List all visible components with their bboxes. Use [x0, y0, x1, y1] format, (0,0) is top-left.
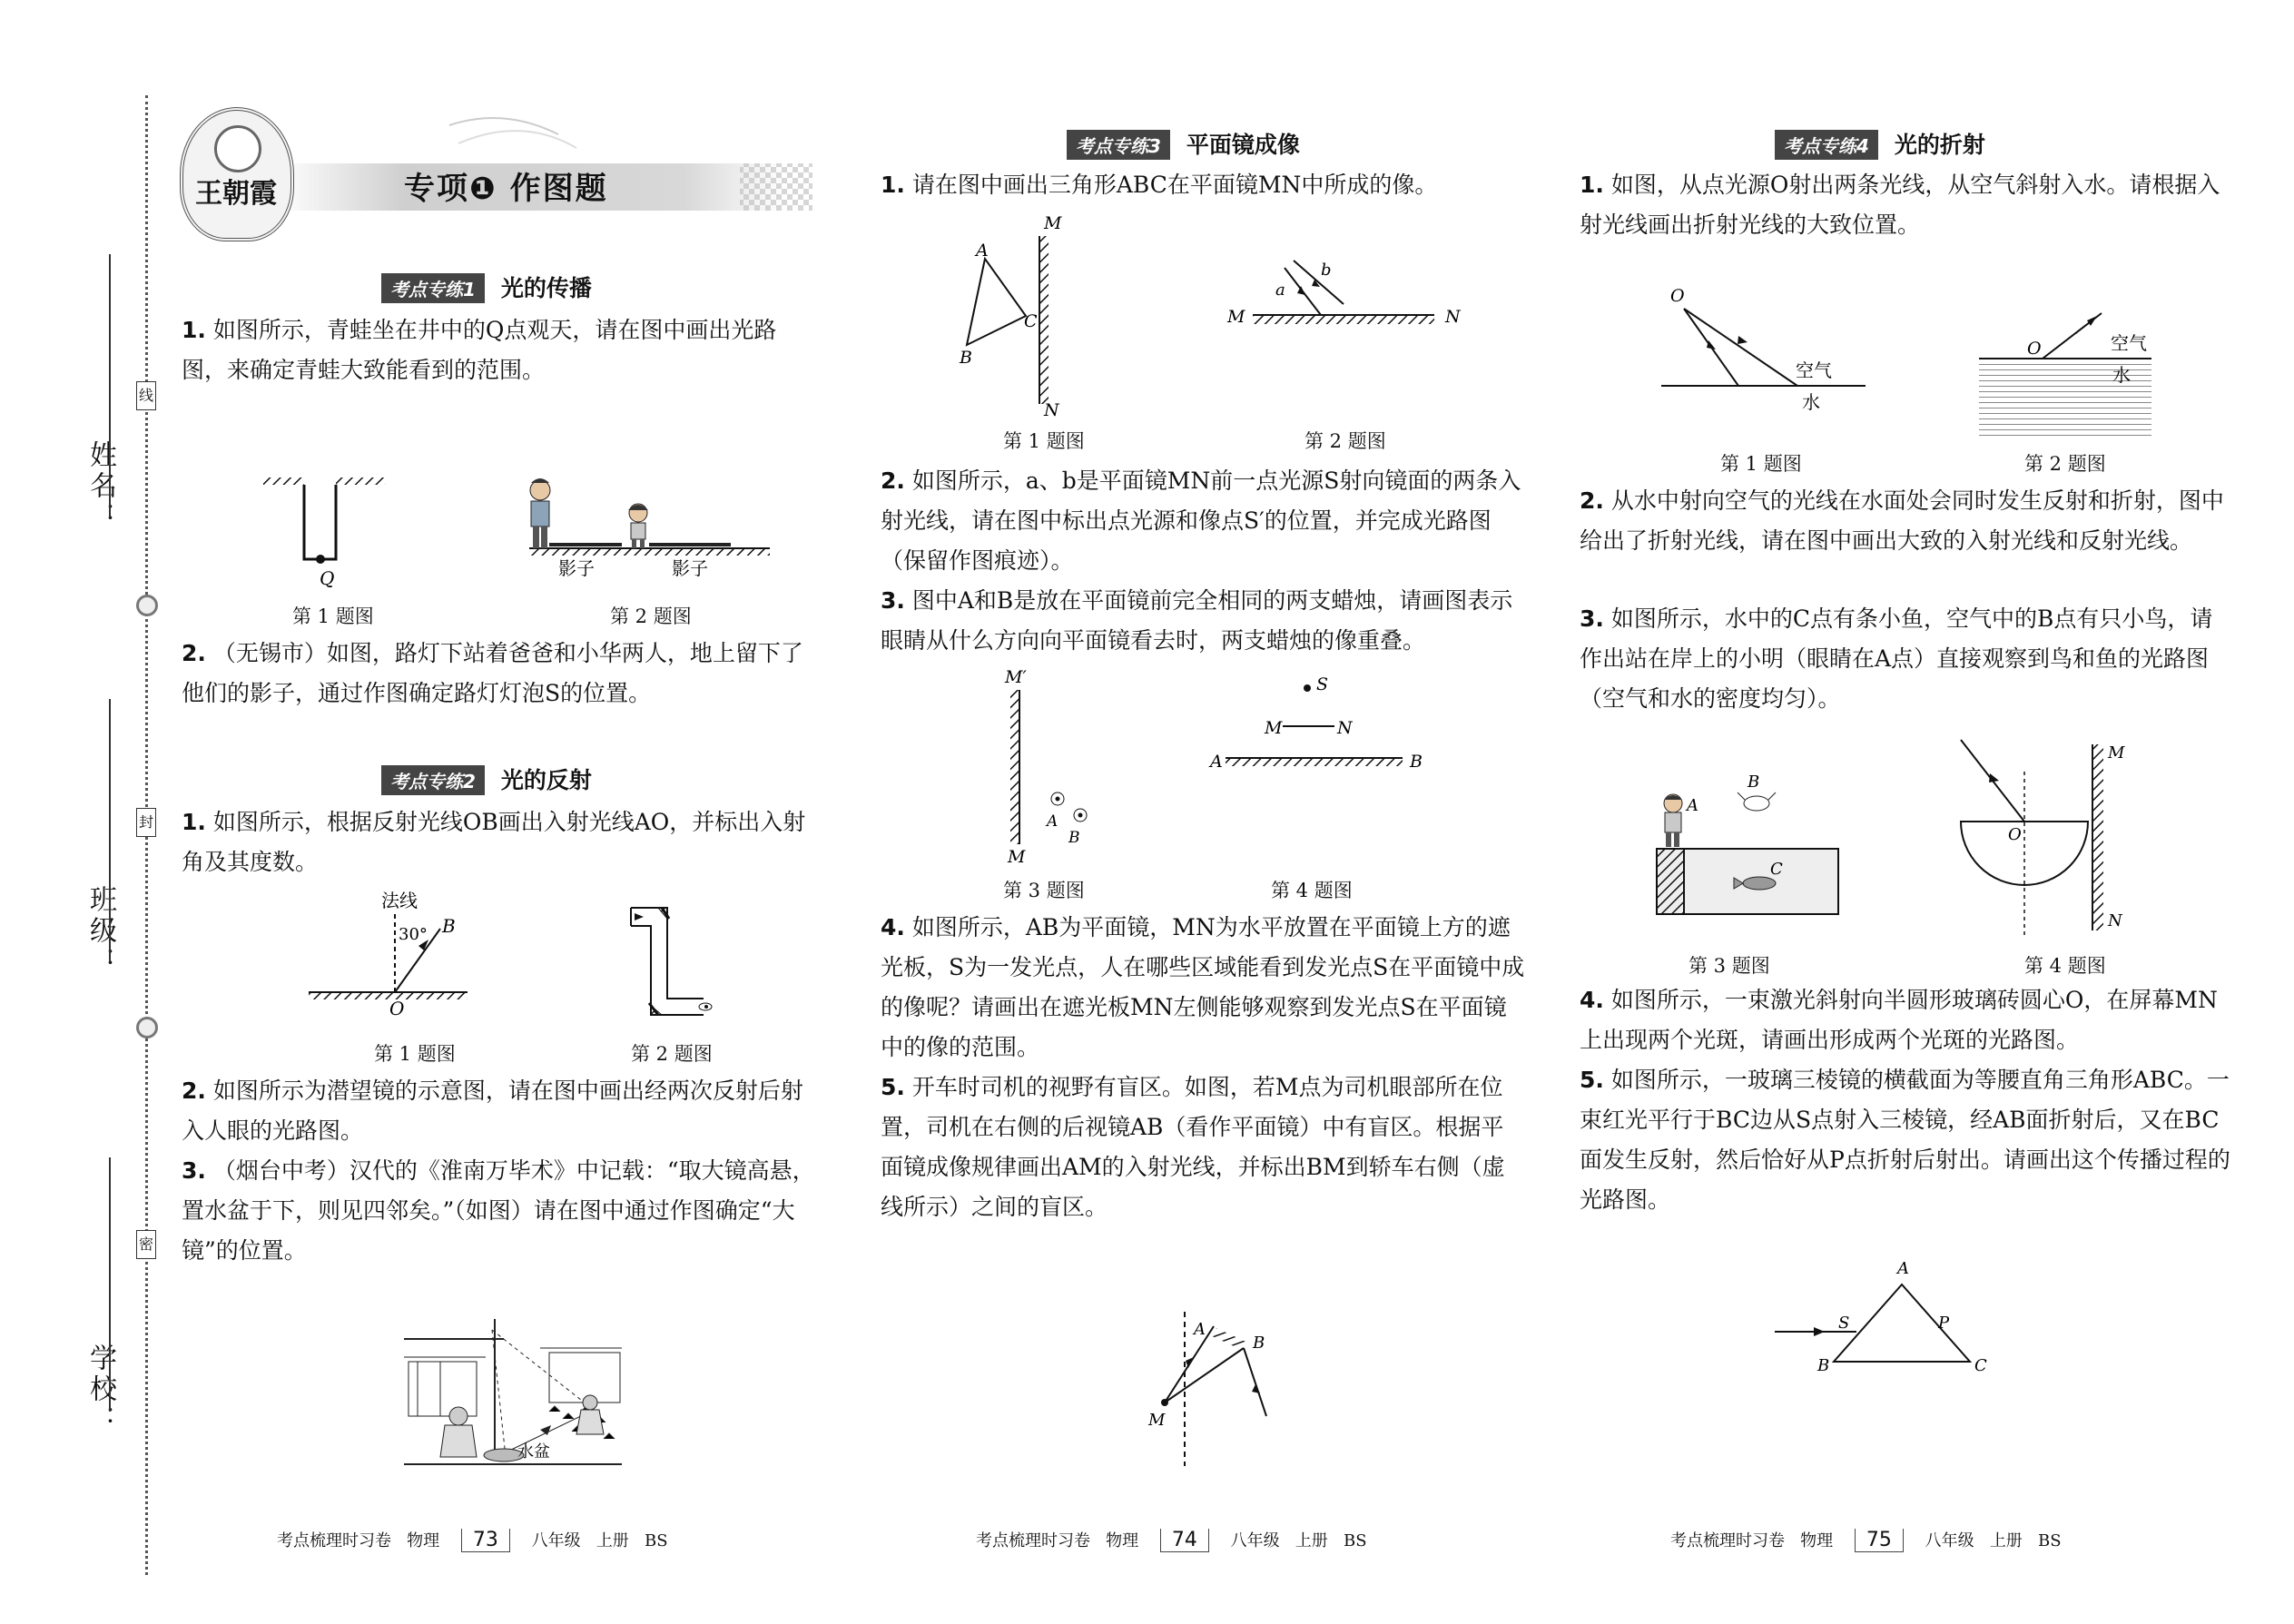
cut-mark-seal: 封	[136, 808, 156, 837]
question-text: 如图所示，a、b是平面镜MN前一点光源S射向镜面的两条入射光线，请在图中标出点光源和像点S′的位置，并完成光路图（保留作图痕迹）。	[881, 468, 1521, 574]
svg-text:C: C	[1974, 1356, 1987, 1375]
section-tag: 考点专练4	[1775, 130, 1878, 160]
label-Q: Q	[320, 567, 335, 589]
question-number: 2.	[881, 468, 905, 494]
question-3-4	[881, 908, 1525, 1068]
section-tag: 考点专练3	[1067, 130, 1170, 160]
page-number: 74	[1160, 1529, 1209, 1552]
question-number: 1.	[182, 317, 206, 343]
question-text: 如图所示，水中的C点有条小鱼，空气中的B点有只小鸟，请作出站在岸上的小明（眼睛在A点）直接观察到鸟和鱼的光路图（空气和水的密度均匀）。	[1580, 605, 2213, 712]
footer-grade: 八年级	[1230, 1531, 1280, 1550]
svg-text:A: A	[1047, 812, 1058, 831]
name-field-line[interactable]	[109, 254, 111, 517]
question-3-5	[881, 1068, 1525, 1227]
svg-text:S: S	[1316, 674, 1329, 694]
figure-caption: 第 4 题图	[2024, 955, 2106, 977]
question-text: （无锡市）如图，路灯下站着爸爸和小华两人，地上留下了他们的影子，通过作图确定路灯灯泡S的位置。	[182, 640, 803, 706]
question-text: 如图所示，青蛙坐在井中的Q点观天，请在图中画出光路图，来确定青蛙大致能看到的范围。	[182, 317, 777, 383]
figure-caption: 第 3 题图	[1003, 880, 1085, 901]
question-2-2	[182, 1071, 817, 1151]
basin-label: 水盆	[517, 1442, 550, 1462]
footer-grade: 八年级	[1925, 1531, 1974, 1550]
label-B: B	[442, 915, 456, 937]
section-title: 平面镜成像	[1186, 132, 1300, 158]
footer-subject: 物理	[1106, 1531, 1139, 1550]
question-number: 2.	[1580, 487, 1604, 514]
candles-figure	[1003, 663, 1112, 867]
question-text: 如图所示，一束激光斜射向半圆形玻璃砖圆心O，在屏幕MN上出现两个光斑，请画出形成两个光斑的光路图。	[1580, 987, 2218, 1053]
ancient-illustration	[404, 1312, 622, 1466]
figure-caption: 第 4 题图	[1271, 880, 1353, 901]
question-4-5	[1580, 1060, 2233, 1220]
shadow-label: 影子	[558, 557, 595, 579]
binding-hole-icon	[136, 595, 158, 616]
label-O: O	[389, 998, 405, 1019]
triangle-mirror-figure	[949, 209, 1076, 418]
well-figure	[254, 472, 399, 590]
svg-text:A: A	[1194, 1320, 1206, 1339]
footer-edition: BS	[1343, 1531, 1367, 1550]
question-number: 5.	[881, 1074, 905, 1100]
svg-text:M: M	[1044, 213, 1062, 233]
cut-mark-secret: 密	[136, 1230, 156, 1259]
question-3-1	[881, 165, 1525, 205]
svg-text:A: A	[1210, 752, 1223, 772]
reflection-figure	[304, 885, 486, 1021]
water-label: 水	[2112, 364, 2131, 386]
footer-term: 上册	[596, 1531, 629, 1550]
svg-text:B: B	[1068, 829, 1080, 847]
question-number: 3.	[881, 587, 905, 614]
periscope-figure	[622, 899, 722, 1030]
water-label: 水	[1802, 391, 1820, 413]
question-number: 2.	[182, 1078, 206, 1104]
section-heading-1	[381, 271, 592, 303]
svg-text:N: N	[1044, 400, 1059, 418]
footer-term: 上册	[1295, 1531, 1328, 1550]
question-number: 4.	[1580, 987, 1604, 1013]
page-number: 75	[1855, 1529, 1904, 1552]
page-footer-73	[277, 1528, 668, 1552]
shadow-label: 影子	[672, 557, 708, 579]
footer-book: 考点梳理时习卷	[976, 1531, 1090, 1550]
school-field-line[interactable]	[109, 1157, 111, 1412]
svg-text:M: M	[1008, 847, 1026, 867]
question-text: （烟台中考）汉代的《淮南万毕术》中记载：“取大镜高悬，置水盆于下，则见四邻矣。”（如图）请在图中通过作图确定“大镜”的位置。	[182, 1157, 815, 1264]
svg-text:A: A	[976, 241, 989, 261]
section-title: 光的传播	[500, 275, 592, 301]
question-4-3	[1580, 599, 2233, 719]
question-text: 从水中射向空气的光线在水面处会同时发生反射和折射，图中给出了折射光线，请在图中画出大致的入射光线和反射光线。	[1580, 487, 2224, 554]
shield-mirror-figure	[1203, 672, 1430, 781]
logo-text: 王朝霞	[195, 178, 277, 210]
footer-grade: 八年级	[531, 1531, 581, 1550]
svg-text:M: M	[1227, 307, 1245, 327]
figure-caption: 第 1 题图	[374, 1043, 456, 1065]
figure-caption: 第 3 题图	[1689, 955, 1770, 977]
svg-text:O: O	[1670, 286, 1685, 306]
footer-subject: 物理	[1800, 1531, 1834, 1550]
refraction-figure-2	[1974, 304, 2156, 440]
svg-text:a: a	[1275, 281, 1285, 300]
bird-fish-figure	[1643, 767, 1852, 930]
svg-text:S: S	[1838, 1314, 1850, 1333]
svg-text:C: C	[1770, 860, 1783, 879]
svg-text:B: B	[1410, 752, 1423, 772]
svg-text:N: N	[1337, 718, 1353, 738]
question-1-1	[182, 310, 817, 390]
footer-edition: BS	[2037, 1531, 2062, 1550]
question-3-2	[881, 461, 1525, 581]
figure-caption: 第 2 题图	[1305, 430, 1386, 452]
rearview-mirror-figure	[1139, 1312, 1294, 1471]
footer-subject: 物理	[407, 1531, 440, 1550]
binding-hole-icon	[136, 1017, 158, 1038]
angle-label: 30°	[399, 925, 428, 944]
question-2-3	[182, 1151, 817, 1271]
svg-text:P: P	[1938, 1314, 1950, 1333]
semicircle-glass-figure	[1952, 735, 2151, 940]
refraction-figure-1	[1661, 281, 1870, 418]
question-3-3	[881, 581, 1525, 661]
rays-mirror-figure	[1226, 250, 1471, 340]
question-2-1	[182, 802, 817, 882]
question-text: 请在图中画出三角形ABC在平面镜MN中所成的像。	[911, 172, 1438, 198]
section-title: 光的反射	[500, 767, 592, 793]
prism-figure	[1770, 1257, 2006, 1384]
question-number: 1.	[182, 809, 206, 835]
section-title: 光的折射	[1894, 132, 1985, 158]
svg-text:A: A	[1897, 1259, 1909, 1278]
footer-book: 考点梳理时习卷	[1670, 1531, 1785, 1550]
question-number: 4.	[881, 914, 905, 940]
svg-text:M: M	[1265, 718, 1283, 738]
question-number: 1.	[1580, 172, 1604, 198]
svg-text:B: B	[1253, 1334, 1265, 1353]
svg-text:M′: M′	[1005, 667, 1027, 687]
cut-mark-line: 线	[136, 381, 156, 410]
question-text: 图中A和B是放在平面镜前完全相同的两支蜡烛，请画图表示眼睛从什么方向向平面镜看去时，两支蜡烛的像重叠。	[881, 587, 1513, 654]
footer-term: 上册	[1989, 1531, 2023, 1550]
school-label: 学校：	[84, 1343, 116, 1436]
question-text: 开车时司机的视野有盲区。如图，若M点为司机眼部所在位置，司机在右侧的后视镜AB（看作平面镜）中有盲区。根据平面镜成像规律画出AM的入射光线，并标出BM到轿车右侧（虚线所示）之间的盲区。	[881, 1074, 1505, 1220]
question-4-1	[1580, 165, 2233, 245]
section-tag: 考点专练1	[381, 273, 485, 303]
name-label: 姓名：	[84, 440, 116, 533]
page-title: 专项❶ 作图题	[404, 171, 608, 207]
question-text: 如图所示，AB为平面镜，MN为水平放置在平面镜上方的遮光板，S为一发光点，人在哪些区域能看到发光点S在平面镜中成的像呢？请画出在遮光板MN左侧能够观察到发光点S在平面镜中的像的范围。	[881, 914, 1525, 1060]
question-number: 1.	[881, 172, 905, 198]
question-text: 如图所示，一玻璃三棱镜的横截面为等腰直角三角形ABC。一束红光平行于BC边从S点射入三棱镜，经AB面折射后，又在BC面发生反射，然后恰好从P点折射后射出。请画出这个传播过程的光路图。	[1580, 1067, 2230, 1213]
logo-portrait-icon	[214, 125, 261, 172]
figure-caption: 第 2 题图	[631, 1043, 713, 1065]
svg-text:B: B	[1748, 773, 1760, 792]
question-number: 5.	[1580, 1067, 1604, 1093]
class-field-line[interactable]	[109, 699, 111, 962]
question-1-2	[182, 634, 817, 714]
svg-text:M: M	[1148, 1411, 1166, 1430]
section-heading-4	[1775, 127, 1985, 160]
figure-caption: 第 1 题图	[1720, 453, 1802, 475]
figure-caption: 第 2 题图	[2024, 453, 2106, 475]
svg-text:b: b	[1321, 261, 1332, 280]
question-text: 如图所示，根据反射光线OB画出入射光线AO，并标出入射角及其度数。	[182, 809, 806, 875]
svg-text:M: M	[2108, 743, 2125, 763]
question-text: 如图，从点光源O射出两条光线，从空气斜射入水。请根据入射光线画出折射光线的大致位置。	[1580, 172, 2220, 238]
svg-text:O: O	[2008, 825, 2022, 844]
air-label: 空气	[1796, 359, 1832, 381]
question-number: 3.	[182, 1157, 206, 1184]
page-number: 73	[461, 1529, 510, 1552]
question-4-4	[1580, 980, 2233, 1060]
question-4-2	[1580, 481, 2233, 561]
section-tag: 考点专练2	[381, 765, 485, 795]
svg-text:N: N	[1445, 307, 1461, 327]
figure-caption: 第 1 题图	[292, 605, 374, 627]
question-text: 如图所示为潜望镜的示意图，请在图中画出经两次反射后射入人眼的光路图。	[182, 1078, 803, 1144]
section-heading-2	[381, 763, 592, 795]
svg-text:A: A	[1687, 796, 1698, 815]
question-number: 3.	[1580, 605, 1604, 632]
logo-seal	[180, 107, 294, 241]
svg-text:O: O	[2027, 339, 2042, 359]
air-label: 空气	[2111, 332, 2147, 354]
page-footer-74	[976, 1528, 1367, 1552]
svg-text:C: C	[1024, 311, 1038, 331]
svg-text:B: B	[960, 348, 972, 368]
question-number: 2.	[182, 640, 206, 666]
footer-book: 考点梳理时习卷	[277, 1531, 391, 1550]
footer-edition: BS	[644, 1531, 668, 1550]
normal-label: 法线	[381, 890, 418, 911]
section-heading-3	[1067, 127, 1300, 160]
svg-text:B: B	[1817, 1356, 1830, 1375]
shadow-figure	[522, 472, 776, 586]
page-footer-75	[1670, 1528, 2062, 1552]
figure-caption: 第 1 题图	[1003, 430, 1085, 452]
svg-text:N: N	[2108, 911, 2122, 930]
class-label: 班级：	[84, 885, 116, 978]
figure-caption: 第 2 题图	[610, 605, 692, 627]
